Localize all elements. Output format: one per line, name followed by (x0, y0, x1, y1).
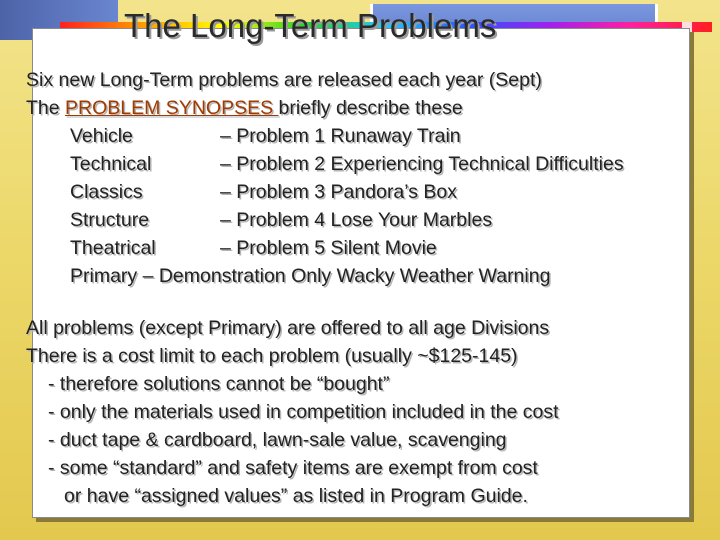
intro-line-1: Six new Long-Term problems are released each year (Sept) (26, 69, 542, 91)
problem-category: Theatrical (70, 237, 156, 259)
intro-line-2-suffix: briefly describe these (278, 97, 463, 119)
problem-description: – Problem 4 Lose Your Marbles (220, 209, 493, 231)
problem-row (70, 180, 457, 204)
problem-row (70, 236, 437, 260)
bullet-item: - only the materials used in competition included in the cost (48, 401, 559, 423)
intro-line-2-prefix: The (26, 97, 66, 119)
paragraph-2-line-2: There is a cost limit to each problem (usually ~$125-145) (26, 345, 518, 367)
problem-description: – Problem 1 Runaway Train (220, 125, 461, 147)
slide-title: The Long-Term Problems (124, 7, 497, 44)
primary-line: Primary – Demonstration Only Wacky Weather Warning (70, 265, 551, 287)
problem-category: Technical (70, 153, 152, 175)
paragraph-2-line-1: All problems (except Primary) are offered to all age Divisions (26, 317, 550, 339)
bullet-item: - duct tape & cardboard, lawn-sale value, scavenging (48, 429, 507, 451)
problem-row (70, 124, 461, 148)
problem-synopses-link[interactable]: PROBLEM SYNOPSES (65, 97, 279, 119)
bullet-item: - some “standard” and safety items are exempt from cost (48, 457, 538, 479)
problem-category: Vehicle (70, 125, 133, 147)
problem-description: – Problem 2 Experiencing Technical Difficulties (220, 153, 624, 175)
problem-row (70, 208, 492, 232)
problem-description: – Problem 5 Silent Movie (220, 237, 437, 259)
bullet-continuation: or have “assigned values” as listed in Program Guide. (64, 485, 528, 507)
problem-description: – Problem 3 Pandora’s Box (220, 181, 458, 203)
problem-category: Classics (70, 181, 143, 203)
problem-row (70, 152, 624, 176)
bullet-item: - therefore solutions cannot be “bought” (48, 373, 390, 395)
intro-line-2 (26, 96, 463, 120)
problem-category: Structure (70, 209, 150, 231)
